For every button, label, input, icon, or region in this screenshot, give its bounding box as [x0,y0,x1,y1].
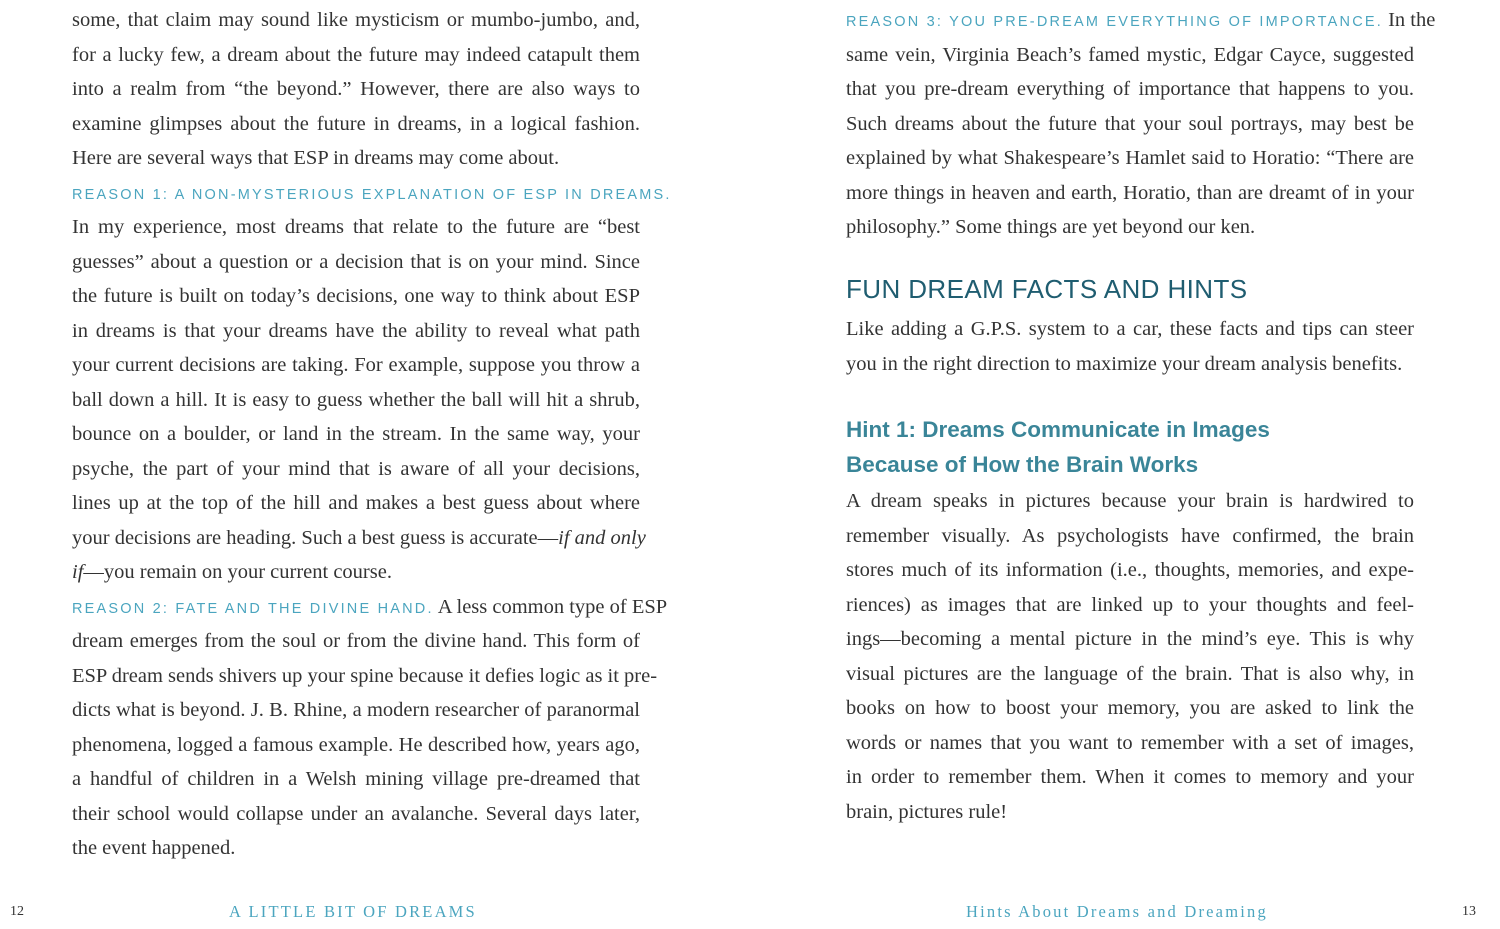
text-line [72,107,640,142]
text-line [846,484,1414,519]
line-text: examine glimpses about the future in dreams, in a logical fashion. [72,112,640,135]
line-text: the event happened. [72,837,236,859]
italic-text: if and only [558,526,646,549]
line-text: Here are several ways that ESP in dreams may come about. [72,147,560,169]
line-text: your current decisions are taking. For example, suppose you throw a [72,354,640,376]
line-text: ESP dream sends shivers up your spine because it defies logic as it pre- [72,664,658,687]
text-line [72,72,640,107]
line-text: Such dreams about the future that your soul portrays, may best be [846,112,1414,135]
text-line [846,347,1414,382]
intro-paragraph [846,312,1414,381]
text-line [846,141,1414,176]
text-line [846,622,1414,657]
hint-1-heading-line-2: Because of How the Brain Works [846,451,1199,477]
right-page [750,0,1500,929]
text-line [846,588,1414,623]
left-body-text [72,3,672,866]
text-line [846,553,1414,588]
line-text: A dream speaks in pictures because your brain is hardwired to [846,490,1414,512]
line-text: lines up at the top of the hill and makes a best guess about where [72,492,640,514]
page-number: 12 [10,904,24,919]
italic-text: if [72,561,84,583]
line-text: In my experience, most dreams that relate to the future are “best [72,216,640,238]
text-line [72,624,640,659]
line-text: In the [1382,9,1436,31]
intro-paragraph-column [846,312,1414,381]
text-line [72,797,640,832]
line-text: more things in heaven and earth, Horatio, than are dreamt of in your [846,181,1414,204]
line-text: your decisions are heading. Such a best guess is accurate— [72,526,559,549]
text-line [72,693,640,728]
text-line [846,760,1414,795]
page-number: 13 [1462,904,1476,919]
line-text: brain, pictures rule! [846,800,1008,823]
text-line [846,38,1414,73]
text-line [72,3,640,38]
text-line [72,141,640,176]
line-text: ball down a hill. It is easy to guess whether the ball will hit a shrub, [72,388,640,411]
line-text: philosophy.” Some things are yet beyond our ken. [846,216,1256,238]
running-footer-book-title: A LITTLE BIT OF DREAMS [229,902,477,921]
line-text: in dreams is that your dreams have the ability to reveal what path [72,319,640,342]
line-text: their school would collapse under an avalanche. Several days later, [72,802,640,825]
line-text: for a lucky few, a dream about the future may indeed catapult them [72,43,640,66]
reason-label: REASON 2: FATE AND THE DIVINE HAND. [72,600,434,617]
text-line [72,831,640,866]
line-text: ings—becoming a mental picture in the mind’s eye. This is why [846,628,1414,650]
text-line [846,3,1436,38]
hint-1-paragraph-column [846,484,1414,829]
text-line [72,590,668,625]
line-text: a handful of children in a Welsh mining village pre-dreamed that [72,768,640,790]
text-line [72,314,640,349]
line-text: the future is built on today’s decisions, one way to think about ESP [72,285,640,307]
line-text: some, that claim may sound like mysticism or mumbo-jumbo, and, [72,9,640,31]
line-text: dream emerges from the soul or from the divine hand. This form of [72,630,640,652]
text-line [846,312,1414,347]
text-line [72,245,640,280]
text-line [72,555,640,590]
line-text: in order to remember them. When it comes to memory and your [846,766,1414,788]
line-text: bounce on a boulder, or land in the stream. In the same way, your [72,423,640,445]
text-line [72,762,640,797]
text-line [72,452,640,487]
line-text: stores much of its information (i.e., thoughts, memories, and expe- [846,559,1414,581]
line-text: that you pre-dream everything of importance that happens to you. [846,78,1414,100]
line-text: riences) as images that are linked up to your thoughts and feel- [846,593,1414,616]
text-line [72,659,658,694]
text-line [72,348,640,383]
line-text: A less common type of ESP [433,595,668,618]
text-line [72,279,640,314]
text-line [846,726,1414,761]
line-text: into a realm from “the beyond.” However, there are also ways to [72,78,640,100]
right-page-text-column [846,3,1436,245]
running-footer-chapter-title: Hints About Dreams and Dreaming [966,902,1268,921]
reason-label: REASON 3: YOU PRE-DREAM EVERYTHING OF IMPORTANCE. [846,14,1383,30]
left-page-text-column [72,3,672,866]
line-text: Like adding a G.P.S. system to a car, these facts and tips can steer [846,318,1414,340]
line-text: words or names that you want to remember with a set of images, [846,731,1414,754]
line-text: remember visually. As psychologists have confirmed, the brain [846,524,1414,547]
text-line [846,210,1414,245]
line-text: guesses” about a question or a decision that is on your mind. Since [72,250,640,273]
hint-1-heading-line-1: Hint 1: Dreams Communicate in Images [846,417,1270,442]
text-line [846,72,1414,107]
reason-3-paragraph [846,3,1436,245]
text-line [72,728,640,763]
line-text: explained by what Shakespeare’s Hamlet said to Horatio: “There are [846,147,1414,169]
line-text: visual pictures are the language of the brain. That is also why, in [846,662,1414,685]
text-line [72,383,640,418]
line-text: same vein, Virginia Beach’s famed mystic, Edgar Cayce, suggested [846,43,1414,66]
line-text: psyche, the part of your mind that is aware of all your decisions, [72,457,640,480]
text-line [846,107,1414,142]
line-text: dicts what is beyond. J. B. Rhine, a modern researcher of paranormal [72,699,640,721]
line-text: phenomena, logged a famous example. He described how, years ago, [72,733,640,756]
text-line [72,486,640,521]
line-text: —you remain on your current course. [83,561,392,583]
hint-1-heading [846,413,1270,482]
line-text: you in the right direction to maximize your dream analysis benefits. [846,352,1403,375]
text-line [846,176,1414,211]
text-line [846,795,1414,830]
text-line [72,38,640,73]
section-heading: FUN DREAM FACTS AND HINTS [846,274,1248,304]
hint-1-paragraph [846,484,1414,829]
text-line [72,521,646,556]
line-text: books on how to boost your memory, you are asked to link the [846,697,1414,719]
text-line [72,210,640,245]
text-line [846,519,1414,554]
text-line [72,176,672,211]
text-line [72,417,640,452]
text-line [846,691,1414,726]
reason-label: REASON 1: A NON-MYSTERIOUS EXPLANATION OF ESP IN DREAMS. [72,186,672,203]
text-line [846,657,1414,692]
